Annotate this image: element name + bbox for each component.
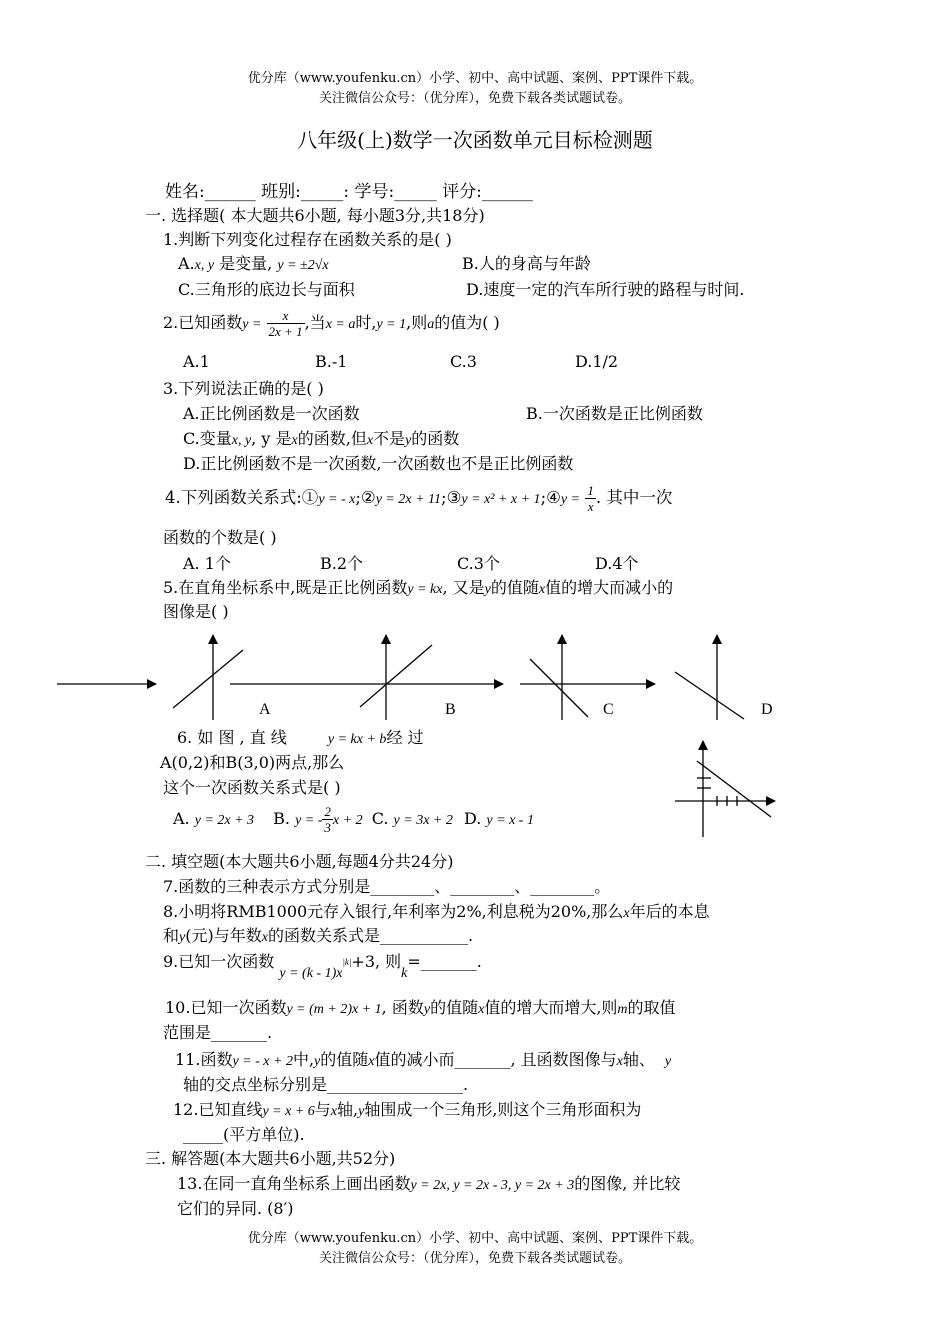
q1-option-b: B.人的身高与年龄 [462,254,591,273]
q12-line2: _____(平方单位). [183,1125,305,1144]
q2-option-d: D.1/2 [575,352,619,371]
header-line-1: 优分库（www.youfenku.cn）小学、初中、高中试题、案例、PPT课件下载。 [247,71,703,86]
graph-b-line [360,645,432,707]
graph-c-line [530,659,588,717]
graph-d-line [675,672,744,719]
footer-line-1: 优分库（www.youfenku.cn）小学、初中、高中试题、案例、PPT课件下载。 [247,1231,703,1246]
q13-line2: 它们的异同. (8′) [177,1199,294,1218]
q6-graph [665,735,785,845]
q4-stem: 4.下列函数关系式:①y = - x;②y = 2x + 11;③y = x² + x + 1;④y = $\frac{1}{x}$ . 其中一次 [165,483,673,514]
section1-heading: 一. 选择题( 本大题共6小题, 每小题3分,共18分) [145,206,485,225]
q1-option-a: A.x, y 是变量, y = ±2√x [178,254,329,273]
q9: 9.已知一次函数 $y = (k - 1)x^{|k|}+3$, 则k=_______. [163,952,482,981]
q11-line1: 11.函数y = - x + 2中,y的值随x值的减小而_______, 且函数图像与x轴、 y [175,1050,672,1069]
q1-option-d: D.速度一定的汽车所行驶的路程与时间. [466,280,745,299]
q1-option-c: C.三角形的底边长与面积 [178,280,355,299]
q3-option-c: C.变量x, y, y 是x的函数,但x不是y的函数 [183,429,460,448]
graph-d-label: D [761,701,773,718]
q8-line2: 和y(元)与年数x的函数关系式是___________. [163,926,474,945]
q3-stem: 3.下列说法正确的是( ) [163,379,324,398]
graph-a-line [173,650,243,708]
q4-option-c: C.3个 [457,554,500,573]
q2-option-b: B.-1 [315,352,348,371]
q4-option-d: D.4个 [595,554,639,573]
q13-line1: 13.在同一直角坐标系上画出函数y = 2x, y = 2x - 3, y = 2x + 3的图像, 并比较 [177,1174,681,1193]
page-title: 八年级(上)数学一次函数单元目标检测题 [297,128,653,152]
q4-line2: 函数的个数是( ) [163,528,277,547]
q7: 7.函数的三种表示方式分别是________、________、________。 [163,877,611,896]
header-line-2: 关注微信公众号：（优分库），免费下载各类试题试卷。 [318,91,631,106]
q10-line1: 10.已知一次函数y = (m + 2)x + 1, 函数y的值随x值的增大而增大,则m的取值 [165,998,676,1017]
q6-stem: 6. 如 图 , 直 线 y = kx + b经 过 [177,728,424,747]
q12-line1: 12.已知直线y = x + 6与x轴,y轴围成一个三角形,则这个三角形面积为 [173,1100,642,1119]
q6-line3: 这个一次函数关系式是( ) [163,778,341,797]
q6-line [697,761,771,817]
q10-line2: 范围是_______. [163,1023,273,1042]
section2-heading: 二. 填空题(本大题共6小题,每题4分共24分) [145,852,454,871]
q11-line2: 轴的交点坐标分别是_________________. [183,1075,469,1094]
q6-line2: A(0,2)和B(3,0)两点,那么 [160,753,345,772]
q4-option-b: B.2个 [320,554,364,573]
q1-stem: 1.判断下列变化过程存在函数关系的是( ) [163,230,452,249]
q8-line1: 8.小明将RMB1000元存入银行,年利率为2%,利息税为20%,那么x年后的本息 [163,902,710,921]
q5-stem: 5.在直角坐标系中,既是正比例函数y = kx, 又是y的值随x值的增大而减小的 [163,578,674,597]
q5-line2: 图像是( ) [163,602,229,621]
q2-option-a: A.1 [183,352,210,371]
q3-option-d: D.正比例函数不是一次函数,一次函数也不是正比例函数 [183,454,574,473]
footer-line-2: 关注微信公众号：（优分库），免费下载各类试题试卷。 [318,1251,631,1266]
q5-graphs [0,620,950,730]
graph-a-label: A [259,701,271,718]
q2-option-c: C.3 [450,352,477,371]
section3-heading: 三. 解答题(本大题共6小题,共52分) [145,1149,396,1168]
q3-option-b: B.一次函数是正比例函数 [526,404,703,423]
q6-options: A. y = 2x + 3 B. y = - $\frac{2}{3}$ x + 2 C. y = 3x + 2 D. y = x - 1 [173,804,534,835]
student-info-line: 姓名:______ 班别:_____: 学号:_____ 评分:______ [165,182,533,202]
q2-stem: 2.已知函数y = $\frac{x}{2x + 1}$ ,当x = a时,y = 1,则a的值为( ) [163,308,500,339]
q3-option-a: A.正比例函数是一次函数 [183,404,360,423]
graph-c-label: C [603,701,614,718]
graph-b-label: B [445,701,456,718]
q4-option-a: A. 1个 [183,554,231,573]
